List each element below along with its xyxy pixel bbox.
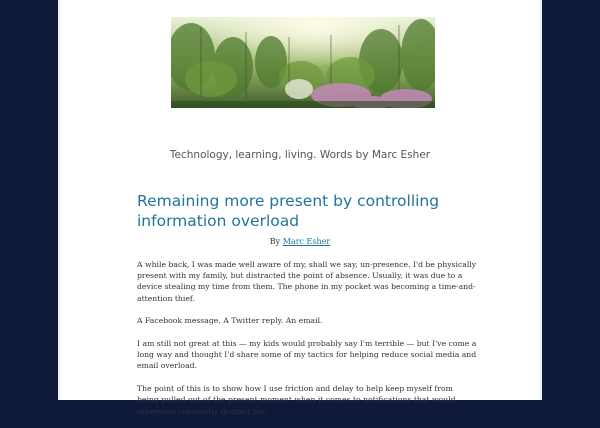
author-link[interactable]: Marc Esher: [282, 237, 331, 246]
byline-prefix: By: [269, 237, 281, 246]
page-frame: [58, 0, 542, 416]
header-banner-image[interactable]: [171, 17, 435, 108]
post-title-link[interactable]: Remaining more present by controlling information overload: [137, 192, 440, 230]
post-paragraph: I am still not great at this — my kids would probably say I'm terrible — but I've come a long way and thought I'd share some of my tactics for helping reduce social media and email overload.: [137, 339, 477, 371]
post-byline: [61, 237, 539, 246]
post-paragraph: A Facebook message. A Twitter reply. An email.: [137, 316, 323, 326]
site-tagline: Technology, learning, living. Words by Marc Esher: [169, 149, 431, 161]
page-sheet: [61, 0, 539, 416]
post-content: [137, 259, 477, 428]
post-paragraph: A while back, I was made well aware of my, shall we say, un-presence. I'd be physically present with my family, but distracted the point of absence. Usually, it was due to a device stealing my time from them. The phone in my pocket was becoming a time-and-attention thief.: [137, 260, 477, 303]
post-paragraph: The point of this is to show how I use friction and delay to help keep myself from being pulled out of the present moment when it comes to notifications that would otherwise constantly distract me.: [137, 384, 456, 416]
